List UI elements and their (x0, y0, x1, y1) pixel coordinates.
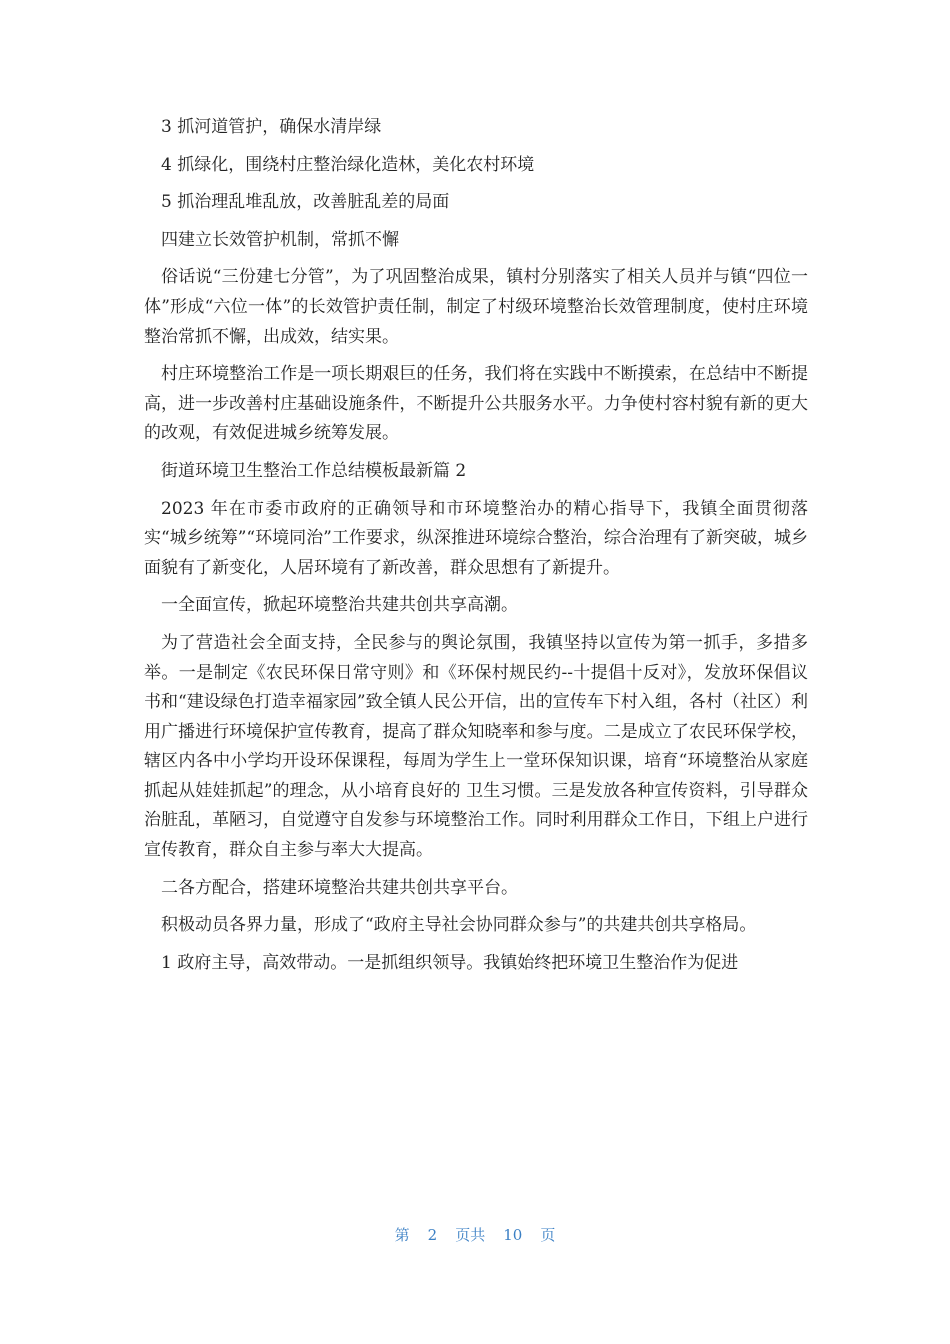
paragraph-2: 4 抓绿化，围绕村庄整治绿化造林，美化农村环境 (161, 154, 535, 175)
section-heading-2: 二各方配合，搭建环境整治共建共创共享平台。 (161, 877, 518, 898)
paragraph-6: 村庄环境整治工作是一项长期艰巨的任务，我们将在实践中不断摸索，在总结中不断提高，进一步改善村庄基础设施条件，不断提升公共服务水平。力争使村容村貌有新的更大的改观，有效促进城乡统筹发展。 (144, 364, 808, 444)
section-heading-4: 四建立长效管护机制，常抓不懈 (161, 229, 399, 250)
paragraph-3: 5 抓治理乱堆乱放，改善脏乱差的局面 (161, 192, 450, 213)
footer-di: 第 (394, 1226, 410, 1244)
article-title: 街道环境卫生整治工作总结模板最新篇 2 (161, 460, 467, 481)
paragraph-10: 为了营造社会全面支持，全民参与的舆论氛围，我镇坚持以宣传为第一抓手，多措多举。一是制定《农民环保日常守则》和《环保村规民约--十提倡十反对》，发放环保倡议书和“建设绿色打造幸福家园”致全镇人民公开信，出的宣传车下村入组，各村（社区）利用广播进行环境保护宣传教育，提高了群众知晓率和参与度。二是成立了农民环保学校，辖区内各中小学均开设环保课程，每周为学生上一堂环保知识课，培育“环境整治从家庭抓起从娃娃抓起”的理念，从小培育良好的 卫生习惯。三是发放各种宣传资料，引导群众治脏乱，革陋习，自觉遵守自发参与环境整治工作。同时利用群众工作日，下组上户进行宣传教育，群众自主参与率大大提高。 (144, 632, 808, 861)
paragraph-8: 2023 年在市委市政府的正确领导和市环境整治办的精心指导下，我镇全面贯彻落实“城乡统筹”“环境同治”工作要求，纵深推进环境综合整治，综合治理有了新突破，城乡面貌有了新变化，人居环境有了新改善，群众思想有了新提升。 (144, 498, 808, 578)
footer-ye: 页 (540, 1226, 556, 1244)
footer-ye-gong: 页共 (455, 1226, 486, 1244)
footer-total-pages: 10 (503, 1226, 523, 1244)
paragraph-13: 1 政府主导，高效带动。一是抓组织领导。我镇始终把环境卫生整治作为促进 (161, 952, 739, 973)
paragraph-12: 积极动员各界力量，形成了“政府主导社会协同群众参与”的共建共创共享格局。 (161, 915, 757, 936)
document-body (144, 113, 808, 986)
paragraph-5: 俗话说“三份建七分管”，为了巩固整治成果，镇村分别落实了相关人员并与镇“四位一体”形成“六位一体”的长效管护责任制，制定了村级环境整治长效管理制度，使村庄环境整治常抓不懈，出成效，结实果。 (144, 267, 808, 347)
page-footer (0, 1224, 950, 1246)
footer-current-page: 2 (427, 1226, 438, 1244)
section-heading-1: 一全面宣传，掀起环境整治共建共创共享高潮。 (161, 595, 518, 616)
paragraph-1: 3 抓河道管护，确保水清岸绿 (161, 117, 382, 137)
